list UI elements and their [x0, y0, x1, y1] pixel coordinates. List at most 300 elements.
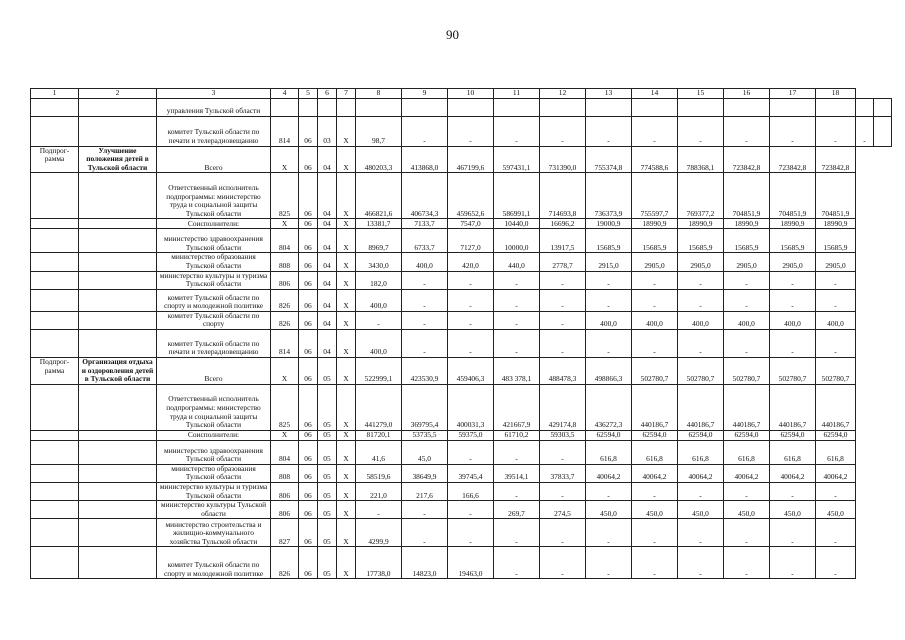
value-cell: 400,0 [402, 253, 448, 271]
value-cell: 441279,0 [356, 384, 402, 430]
value-cell: 39514,1 [494, 464, 540, 482]
value-cell: 04 [318, 219, 337, 229]
value-cell: - [724, 329, 770, 357]
subprogram-name-cell [79, 311, 157, 329]
row-type-cell [31, 253, 79, 271]
executor-cell: комитет Тульской области по печати и телерадиовещанию [157, 329, 271, 357]
value-cell: - [678, 519, 724, 547]
table-row [31, 547, 892, 579]
value-cell: 440,0 [494, 253, 540, 271]
value-cell: 06 [299, 146, 318, 173]
value-cell: X [337, 219, 356, 229]
value-cell: 274,5 [540, 501, 586, 519]
value-cell [540, 98, 586, 116]
value-cell: 804 [271, 440, 299, 464]
value-cell: - [724, 271, 770, 289]
value-cell: 8969,7 [356, 229, 402, 253]
value-cell: 814 [271, 329, 299, 357]
value-cell: X [337, 384, 356, 430]
table-row [31, 289, 892, 311]
value-cell: 420,0 [448, 253, 494, 271]
value-cell [494, 98, 540, 116]
value-cell [874, 98, 892, 116]
value-cell: 05 [318, 519, 337, 547]
value-cell: 05 [318, 357, 337, 384]
value-cell: - [540, 547, 586, 579]
value-cell: - [448, 116, 494, 146]
value-cell: 755374,8 [586, 146, 632, 173]
value-cell: 714693,8 [540, 173, 586, 219]
value-cell: 440186,7 [724, 384, 770, 430]
value-cell: X [271, 219, 299, 229]
value-cell: - [494, 289, 540, 311]
executor-cell: министерство культуры Тульской области [157, 501, 271, 519]
value-cell [724, 98, 770, 116]
value-cell: 423530,9 [402, 357, 448, 384]
value-cell: - [402, 116, 448, 146]
value-cell: X [337, 311, 356, 329]
row-type-cell [31, 464, 79, 482]
value-cell: 7133,7 [402, 219, 448, 229]
column-number-3: 3 [157, 89, 271, 99]
value-cell: - [632, 271, 678, 289]
row-type-cell [31, 482, 79, 500]
value-cell: 41,6 [356, 440, 402, 464]
value-cell: 40064,2 [678, 464, 724, 482]
value-cell: 436272,3 [586, 384, 632, 430]
value-cell [271, 98, 299, 116]
value-cell: 05 [318, 482, 337, 500]
value-cell: 498866,3 [586, 357, 632, 384]
value-cell: 826 [271, 547, 299, 579]
value-cell: 825 [271, 173, 299, 219]
value-cell: X [337, 440, 356, 464]
column-number-18: 18 [816, 89, 856, 99]
value-cell: 467199,6 [448, 146, 494, 173]
table-row [31, 329, 892, 357]
column-number-12: 12 [540, 89, 586, 99]
value-cell: 06 [299, 519, 318, 547]
value-cell: 39745,4 [448, 464, 494, 482]
value-cell: 15685,9 [816, 229, 856, 253]
value-cell [586, 98, 632, 116]
value-cell: 15685,9 [724, 229, 770, 253]
value-cell: - [632, 329, 678, 357]
value-cell: - [724, 289, 770, 311]
value-cell: 06 [299, 384, 318, 430]
value-cell [448, 98, 494, 116]
value-cell: 06 [299, 547, 318, 579]
value-cell [678, 98, 724, 116]
value-cell: - [540, 329, 586, 357]
column-number-2: 2 [79, 89, 157, 99]
value-cell: 814 [271, 116, 299, 146]
value-cell: 429174,8 [540, 384, 586, 430]
subprogram-name-cell [79, 116, 157, 146]
value-cell: 704851,9 [770, 173, 816, 219]
value-cell [770, 98, 816, 116]
value-cell: 400,0 [678, 311, 724, 329]
value-cell: - [724, 482, 770, 500]
value-cell: 06 [299, 229, 318, 253]
subprogram-name-cell [79, 329, 157, 357]
value-cell: - [402, 271, 448, 289]
value-cell: - [448, 440, 494, 464]
table-row [31, 173, 892, 219]
value-cell [299, 98, 318, 116]
row-type-cell [31, 547, 79, 579]
column-number-11: 11 [494, 89, 540, 99]
value-cell: 98,7 [356, 116, 402, 146]
value-cell: X [337, 271, 356, 289]
value-cell: 18990,9 [816, 219, 856, 229]
value-cell: 10440,0 [494, 219, 540, 229]
value-cell: 522999,1 [356, 357, 402, 384]
value-cell: 62594,0 [586, 430, 632, 440]
value-cell: 450,0 [724, 501, 770, 519]
value-cell: 421667,9 [494, 384, 540, 430]
row-type-cell [31, 501, 79, 519]
value-cell: 808 [271, 253, 299, 271]
page-number: 90 [446, 27, 459, 42]
table-row [31, 229, 892, 253]
value-cell: 06 [299, 289, 318, 311]
executor-cell: комитет Тульской области по спорту и молодежной политике [157, 289, 271, 311]
value-cell [856, 98, 874, 116]
column-number-5: 5 [299, 89, 318, 99]
value-cell: 4299,9 [356, 519, 402, 547]
value-cell: 736373,9 [586, 173, 632, 219]
value-cell: - [724, 116, 770, 146]
value-cell: - [448, 289, 494, 311]
value-cell: 04 [318, 253, 337, 271]
subprogram-name-cell [79, 229, 157, 253]
value-cell: - [540, 482, 586, 500]
value-cell [356, 98, 402, 116]
value-cell: 7547,0 [448, 219, 494, 229]
value-cell: 06 [299, 116, 318, 146]
value-cell: 400,0 [586, 311, 632, 329]
value-cell: - [816, 519, 856, 547]
value-cell: 05 [318, 384, 337, 430]
value-cell: 502780,7 [678, 357, 724, 384]
value-cell: X [337, 173, 356, 219]
table-row [31, 98, 892, 116]
column-number-13: 13 [586, 89, 632, 99]
value-cell: - [448, 271, 494, 289]
value-cell: X [337, 229, 356, 253]
value-cell: - [632, 547, 678, 579]
value-cell: 15685,9 [678, 229, 724, 253]
value-cell: 826 [271, 289, 299, 311]
value-cell: 17738,0 [356, 547, 402, 579]
value-cell: 2905,0 [724, 253, 770, 271]
value-cell: 2915,0 [586, 253, 632, 271]
executor-cell: комитет Тульской области по спорту [157, 311, 271, 329]
value-cell: 06 [299, 219, 318, 229]
value-cell: - [448, 519, 494, 547]
subprogram-name-cell [79, 173, 157, 219]
value-cell: 04 [318, 229, 337, 253]
value-cell: 37833,7 [540, 464, 586, 482]
value-cell: 182,0 [356, 271, 402, 289]
table-row [31, 311, 892, 329]
value-cell: - [402, 289, 448, 311]
value-cell: X [337, 289, 356, 311]
subprogram-name-cell [79, 98, 157, 116]
value-cell: 480203,3 [356, 146, 402, 173]
subprogram-name-cell [79, 519, 157, 547]
value-cell: 13917,5 [540, 229, 586, 253]
value-cell: - [724, 547, 770, 579]
value-cell: 62594,0 [724, 430, 770, 440]
executor-cell: Всего [157, 357, 271, 384]
executor-cell: министерство образования Тульской области [157, 464, 271, 482]
value-cell: 440186,7 [632, 384, 678, 430]
executor-cell: министерство культуры и туризма Тульской области [157, 271, 271, 289]
value-cell: 06 [299, 430, 318, 440]
value-cell: - [540, 271, 586, 289]
subprogram-name-cell [79, 482, 157, 500]
value-cell: 400,0 [724, 311, 770, 329]
row-type-cell [31, 384, 79, 430]
subprogram-name-cell [79, 501, 157, 519]
value-cell: 62594,0 [678, 430, 724, 440]
table-row [31, 271, 892, 289]
value-cell: 400,0 [356, 289, 402, 311]
value-cell: 723842,8 [770, 146, 816, 173]
executor-cell: комитет Тульской области по печати и телерадиовещанию [157, 116, 271, 146]
value-cell: 804 [271, 229, 299, 253]
row-type-cell [31, 289, 79, 311]
value-cell: 586991,1 [494, 173, 540, 219]
value-cell: 806 [271, 501, 299, 519]
executor-cell: министерство строительства и жилищно-коммунального хозяйства Тульской области [157, 519, 271, 547]
value-cell: X [337, 357, 356, 384]
value-cell: - [586, 116, 632, 146]
value-cell: - [678, 547, 724, 579]
value-cell: 62594,0 [816, 430, 856, 440]
value-cell: 466821,6 [356, 173, 402, 219]
value-cell: 616,8 [678, 440, 724, 464]
value-cell: - [678, 329, 724, 357]
value-cell: 440186,7 [770, 384, 816, 430]
value-cell: 04 [318, 289, 337, 311]
value-cell: - [678, 482, 724, 500]
value-cell: 755597,7 [632, 173, 678, 219]
row-type-cell [31, 98, 79, 116]
value-cell: 502780,7 [816, 357, 856, 384]
column-number-14: 14 [632, 89, 678, 99]
value-cell: - [632, 519, 678, 547]
value-cell: 459652,6 [448, 173, 494, 219]
value-cell: 06 [299, 329, 318, 357]
value-cell: X [337, 547, 356, 579]
value-cell: 704851,9 [816, 173, 856, 219]
value-cell: 450,0 [632, 501, 678, 519]
value-cell: - [678, 271, 724, 289]
value-cell: 16696,2 [540, 219, 586, 229]
value-cell: 483 378,1 [494, 357, 540, 384]
value-cell: 723842,8 [724, 146, 770, 173]
value-cell: 7127,0 [448, 229, 494, 253]
row-type-cell [31, 116, 79, 146]
row-type-cell: Подпрог-рамма [31, 357, 79, 384]
table-row [31, 146, 892, 173]
value-cell: - [586, 271, 632, 289]
value-cell: 440186,7 [816, 384, 856, 430]
subprogram-name-cell: Улучшение положения детей в Тульской области [79, 146, 157, 173]
value-cell: - [494, 311, 540, 329]
value-cell: - [494, 116, 540, 146]
row-type-cell [31, 311, 79, 329]
value-cell: - [770, 289, 816, 311]
executor-cell: Всего [157, 146, 271, 173]
value-cell: - [494, 440, 540, 464]
value-cell: 827 [271, 519, 299, 547]
value-cell: 15685,9 [632, 229, 678, 253]
value-cell: X [271, 430, 299, 440]
value-cell: - [540, 116, 586, 146]
value-cell: 450,0 [586, 501, 632, 519]
value-cell [402, 98, 448, 116]
value-cell: - [540, 519, 586, 547]
value-cell: 616,8 [816, 440, 856, 464]
value-cell: 19000,9 [586, 219, 632, 229]
value-cell: 2905,0 [816, 253, 856, 271]
value-cell: 616,8 [586, 440, 632, 464]
value-cell: 06 [299, 464, 318, 482]
value-cell: - [356, 501, 402, 519]
value-cell: 440186,7 [678, 384, 724, 430]
value-cell: X [337, 482, 356, 500]
value-cell: - [494, 271, 540, 289]
table-row [31, 357, 892, 384]
value-cell: - [402, 329, 448, 357]
value-cell: 369795,4 [402, 384, 448, 430]
value-cell: 269,7 [494, 501, 540, 519]
value-cell: 597431,1 [494, 146, 540, 173]
executor-cell: Соисполнители: [157, 430, 271, 440]
value-cell: 05 [318, 501, 337, 519]
executor-cell: Ответственный исполнитель подпрограммы: министерство труда и социальной защиты Тульской области [157, 384, 271, 430]
table-row [31, 384, 892, 430]
value-cell: 03 [318, 116, 337, 146]
value-cell: 06 [299, 253, 318, 271]
value-cell: 06 [299, 482, 318, 500]
value-cell: 04 [318, 311, 337, 329]
value-cell: - [448, 501, 494, 519]
value-cell: 502780,7 [724, 357, 770, 384]
value-cell: X [337, 464, 356, 482]
value-cell: 18990,9 [724, 219, 770, 229]
value-cell: - [816, 329, 856, 357]
executor-cell: министерство культуры и туризма Тульской области [157, 482, 271, 500]
value-cell: - [540, 311, 586, 329]
value-cell: X [271, 357, 299, 384]
value-cell: 40064,2 [770, 464, 816, 482]
column-number-15: 15 [678, 89, 724, 99]
table-row [31, 253, 892, 271]
value-cell: X [337, 116, 356, 146]
value-cell: X [337, 501, 356, 519]
value-cell: - [586, 289, 632, 311]
value-cell: 616,8 [770, 440, 816, 464]
value-cell: 18990,9 [678, 219, 724, 229]
value-cell: X [337, 430, 356, 440]
subprogram-name-cell [79, 440, 157, 464]
value-cell: 806 [271, 482, 299, 500]
value-cell: 166,6 [448, 482, 494, 500]
value-cell: 616,8 [632, 440, 678, 464]
value-cell: 05 [318, 430, 337, 440]
executor-cell: министерство здравоохранения Тульской области [157, 229, 271, 253]
value-cell: 40064,2 [632, 464, 678, 482]
value-cell: 05 [318, 547, 337, 579]
value-cell: 400,0 [816, 311, 856, 329]
column-number-8: 8 [356, 89, 402, 99]
budget-table [30, 88, 892, 579]
value-cell: 14823,0 [402, 547, 448, 579]
subprogram-name-cell [79, 384, 157, 430]
value-cell: 400031,3 [448, 384, 494, 430]
value-cell: 788368,1 [678, 146, 724, 173]
value-cell: 04 [318, 329, 337, 357]
value-cell: 616,8 [724, 440, 770, 464]
value-cell: 502780,7 [770, 357, 816, 384]
value-cell: 2905,0 [632, 253, 678, 271]
value-cell: 06 [299, 357, 318, 384]
value-cell: 06 [299, 440, 318, 464]
value-cell: 2905,0 [770, 253, 816, 271]
table-row [31, 219, 892, 229]
value-cell: - [494, 329, 540, 357]
table-row [31, 116, 892, 146]
value-cell: 769377,2 [678, 173, 724, 219]
value-cell: - [540, 289, 586, 311]
value-cell [632, 98, 678, 116]
value-cell: - [632, 289, 678, 311]
value-cell: 18990,9 [632, 219, 678, 229]
value-cell: 18990,9 [770, 219, 816, 229]
value-cell: 450,0 [816, 501, 856, 519]
executor-cell: управления Тульской области [157, 98, 271, 116]
value-cell: 217,6 [402, 482, 448, 500]
value-cell: 806 [271, 271, 299, 289]
value-cell: - [632, 116, 678, 146]
row-type-cell [31, 519, 79, 547]
value-cell: - [816, 547, 856, 579]
subprogram-name-cell [79, 271, 157, 289]
column-number-9: 9 [402, 89, 448, 99]
value-cell: X [337, 146, 356, 173]
value-cell: 04 [318, 146, 337, 173]
subprogram-name-cell [79, 219, 157, 229]
table-row [31, 501, 892, 519]
column-number-6: 6 [318, 89, 337, 99]
row-type-cell [31, 271, 79, 289]
value-cell: 704851,9 [724, 173, 770, 219]
value-cell: 808 [271, 464, 299, 482]
subprogram-name-cell [79, 253, 157, 271]
subprogram-name-cell [79, 289, 157, 311]
value-cell: - [586, 547, 632, 579]
value-cell: 15685,9 [770, 229, 816, 253]
value-cell: - [540, 440, 586, 464]
value-cell: - [448, 329, 494, 357]
subprogram-name-cell [79, 464, 157, 482]
value-cell: 38649,9 [402, 464, 448, 482]
